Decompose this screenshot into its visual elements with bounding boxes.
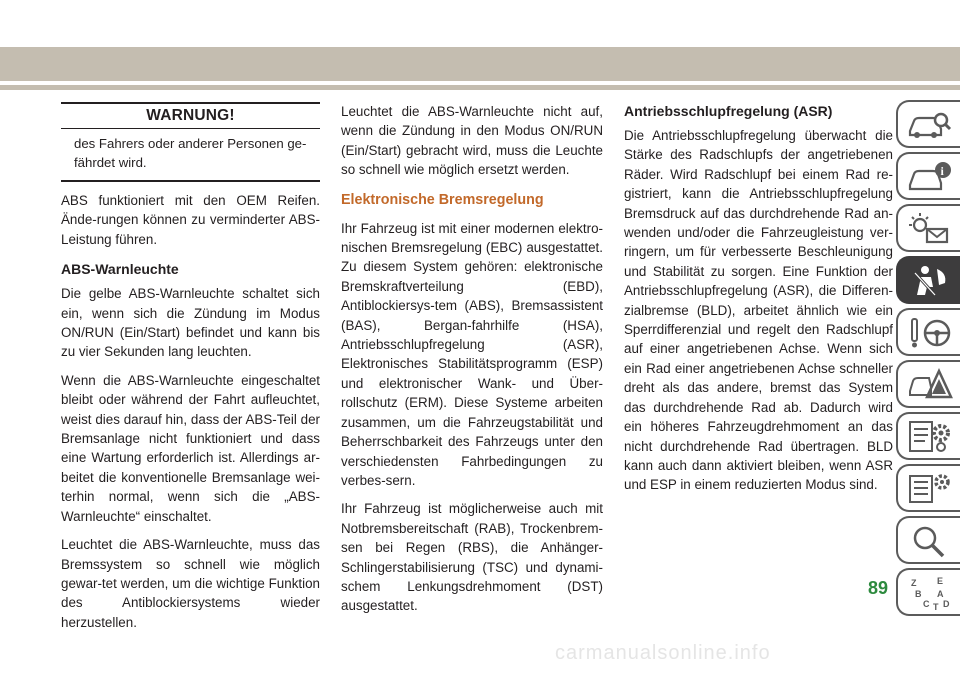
warning-text (61, 129, 320, 180)
column-left (61, 102, 320, 641)
paragraph-traction-control: Die Antriebsschlupfregelung überwacht die Stärke des Radschlupfs der angetriebenen Räder. Wird Radschlupf bei einem Rad re-gistriert, kann die Antriebsschlupfregelung Bremsdruck auf das durchdrehende Rad an-wenden und/oder die Fahrzeugleistung ver-ringern, um für verbesserte Beschleunigung und Stabilität zu sorgen. Eine Funktion der Antriebsschlupfregelung (ASR), die Differen-zialbremse (BLD), arbeitet ähnlich wie ein Sperrdifferenzial und regelt den Radschlupf auf einer angetriebenen Achse. Wenn sich ein Rad einer angetriebenen Achse schneller dreht als das andere, bremst das System das durchdrehende Rad ab. Dadurch wird ein höheres Fahrzeugdrehmoment an das nicht durchdrehende Rad übertragen. BLD kann auch dann aktiviert bleiben, wenn ASR und ESP in einem reduzierten Modus sind. (624, 128, 893, 493)
warning-title: WARNUNG! (61, 104, 320, 129)
heading-abs-warning-light: ABS-Warnleuchte (61, 261, 179, 278)
car-info-icon (907, 159, 953, 195)
paragraph-ebc-systems: Ihr Fahrzeug ist mit einer modernen elektro-nischen Bremsregelung (EBC) ausgestattet. Zu diesem System gehören: elektronische Bremskraftverteilung (EBD), Antiblockiersys-tem (ABS), Bremsassistent (BAS), Bergan-fahrhilfe (HSA), Antriebsschlupfregelung (ASR), Elektronisches Stabilitätsprogramm (ESP) und elektronischer Wank- und Über-rollschutz (ERM). Diese Systeme arbeiten zusammen, um die Fahrzeugstabilität und Beherrschbarkeit des Fahrzeugs unter den verschiedensten Fahrbedingungen zu verbes-sern. (341, 220, 603, 488)
seatbelt-airbag-icon (907, 263, 953, 299)
magnifier-index-icon (907, 523, 953, 559)
svg-text:C: C (923, 599, 930, 609)
svg-text:B: B (915, 589, 922, 599)
roadside-warning-triangle-icon (907, 367, 953, 403)
paragraph-abs-light-stays: Wenn die ABS-Warnleuchte eingeschaltet bleibt oder während der Fahrt aufleuchtet, weist dies darauf hin, dass der ABS-Teil der Bremsanlage nicht funktioniert und dass eine Wartung erforderlich ist. Allerdings ar-beitet die konventionelle Bremsanlage wei-terhin normal, wenn sich die „ABS-Warnleuchte“ einschaltet. (61, 372, 320, 524)
tab-technical-specs[interactable] (896, 464, 960, 512)
paragraph-ebc-extra: Ihr Fahrzeug ist möglicherweise auch mit Notbremsbereitschaft (RAB), Trockenbrem-sen bei Regen (RBS), die Anhänger-Schlingerstabilisierung (TSC) und dynami-schem Lenkungsdrehmoment (DST) ausgestattet. (341, 501, 603, 614)
heading-electronic-brake-control: Elektronische Bremsregelung (341, 191, 544, 208)
tab-car-search[interactable] (896, 100, 960, 148)
settings-list-gear-icon (907, 471, 953, 507)
maintenance-checklist-gear-icon (907, 419, 953, 455)
car-search-icon (907, 107, 953, 143)
warning-lights-message-icon (907, 211, 953, 247)
tab-safety[interactable] (896, 256, 960, 304)
tab-steering-controls[interactable] (896, 308, 960, 356)
svg-text:Z: Z (911, 578, 917, 588)
alphabet-index-icon (907, 575, 953, 611)
paragraph-abs-service: Leuchtet die ABS-Warnleuchte, muss das Bremssystem so schnell wie möglich gewar-tet werden, um die wichtige Funktion des Antiblockiersystems wieder herzustellen. (61, 537, 320, 630)
tab-warning-lights[interactable] (896, 204, 960, 252)
column-middle (341, 102, 603, 625)
tab-index-search[interactable] (896, 516, 960, 564)
warning-text-body: des Fahrers oder anderer Personen ge- fährdet wird. (74, 136, 307, 170)
column-right (624, 102, 893, 504)
header-bar (0, 47, 960, 81)
chapter-tabs (896, 100, 960, 620)
svg-text:i: i (940, 164, 944, 178)
steering-controls-icon (907, 315, 953, 351)
tab-maintenance[interactable] (896, 412, 960, 460)
svg-text:D: D (943, 599, 950, 609)
svg-text:T: T (933, 602, 939, 611)
paragraph-abs-bulb: Leuchtet die ABS-Warnleuchte nicht auf, wenn die Zündung in den Modus ON/RUN (Ein/Start) gebracht wird, muss die Leuchte so schnell wie möglich ersetzt werden. (341, 104, 603, 178)
tab-roadside[interactable] (896, 360, 960, 408)
watermark: carmanualsonline.info (555, 642, 771, 664)
page-number: 89 (868, 578, 889, 598)
heading-traction-control: Antriebsschlupfregelung (ASR) (624, 103, 833, 119)
tab-car-info[interactable] (896, 152, 960, 200)
tab-alphabet-index[interactable] (896, 568, 960, 616)
svg-text:A: A (937, 589, 944, 599)
warning-box (61, 102, 320, 182)
paragraph-abs-light-on: Die gelbe ABS-Warnleuchte schaltet sich ein, wenn sich die Zündung im Modus ON/RUN (Ein/Start) befindet und kann bis zu vier Sekunden lang leuchten. (61, 286, 320, 360)
header-divider (0, 85, 960, 90)
paragraph-abs-tires: ABS funktioniert mit den OEM Reifen. Ände-rungen können zu verminderter ABS-Leistung führen. (61, 193, 320, 247)
svg-text:E: E (937, 576, 944, 586)
